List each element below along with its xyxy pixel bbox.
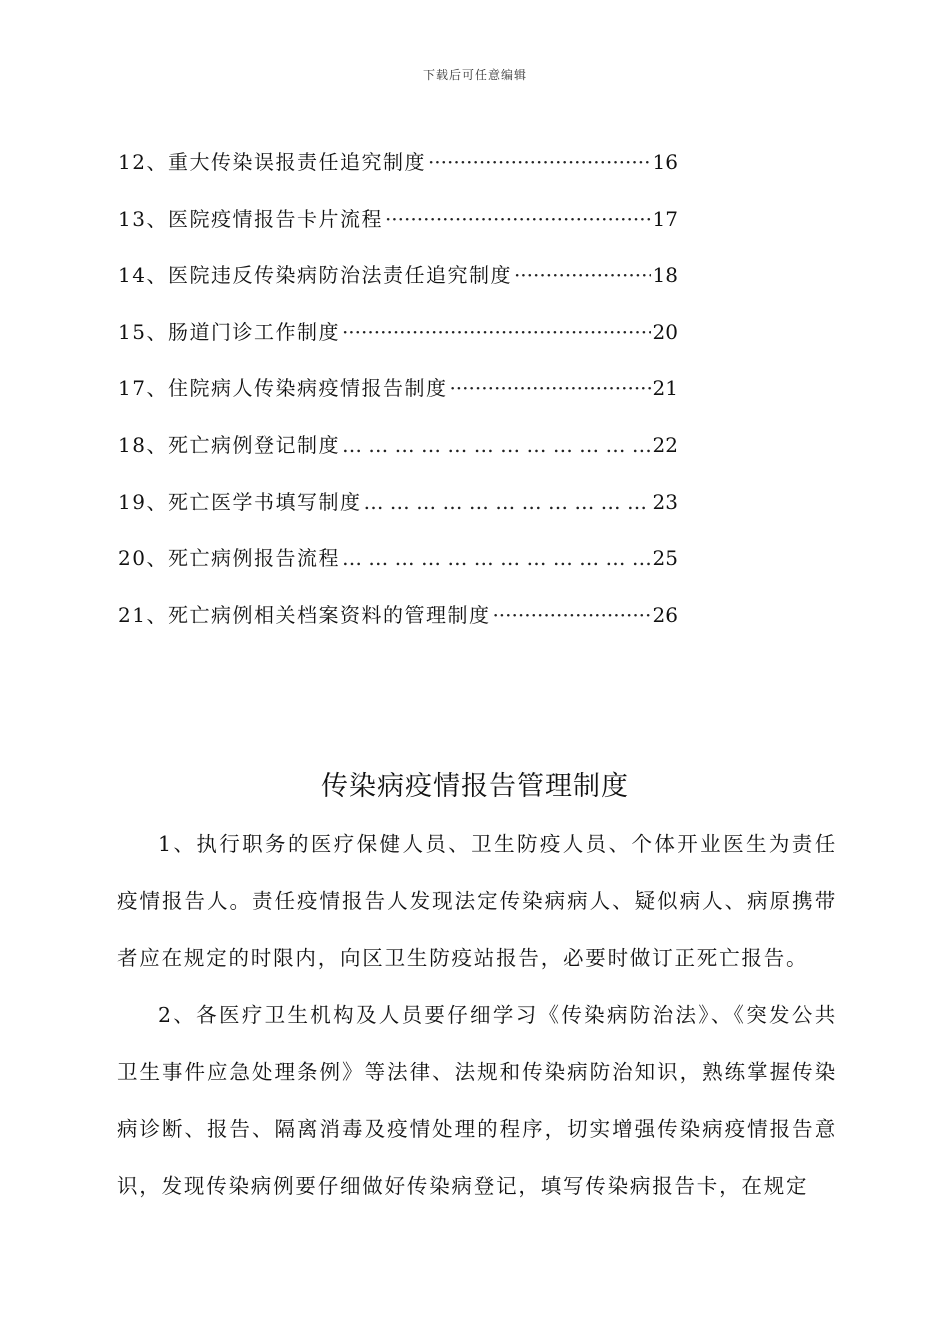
toc-leader [342, 433, 651, 457]
toc-leader [342, 320, 651, 344]
toc-entry [118, 542, 678, 599]
toc-leader [385, 207, 651, 231]
toc-leader [342, 546, 651, 570]
toc-entry-title: 12、重大传染误报责任追究制度 [118, 150, 426, 174]
section-body [117, 816, 837, 1215]
toc-entry-title: 17、住院病人传染病疫情报告制度 [118, 376, 448, 401]
table-of-contents [118, 146, 678, 655]
toc-entry-title: 21、死亡病例相关档案资料的管理制度 [118, 602, 491, 627]
toc-entry [118, 599, 678, 656]
toc-entry [118, 429, 678, 486]
toc-entry-page: 23 [652, 489, 678, 514]
toc-entry-title: 19、死亡医学书填写制度 [118, 489, 362, 514]
toc-entry-page: 20 [652, 319, 678, 344]
toc-entry [118, 259, 678, 316]
toc-leader [492, 603, 650, 627]
toc-leader [363, 490, 650, 514]
toc-entry-page: 25 [652, 546, 678, 571]
toc-entry [118, 316, 678, 373]
toc-leader [449, 376, 650, 400]
toc-entry-title: 18、死亡病例登记制度 [118, 432, 340, 457]
toc-leader [514, 263, 651, 287]
toc-entry-page: 22 [652, 432, 678, 457]
toc-entry-page: 18 [652, 263, 678, 288]
body-paragraph: 2、各医疗卫生机构及人员要仔细学习《传染病防治法》、《突发公共卫生事件应急处理条例》等法律、法规和传染病防治知识，熟练掌握传染病诊断、报告、隔离消毒及疫情处理的程序，切实增强传染病疫情报告意识，发现传染病例要仔细做好传染病登记，填写传染病报告卡，在规定 [117, 1003, 837, 1198]
toc-entry-page: 21 [652, 376, 678, 401]
toc-entry [118, 372, 678, 429]
body-paragraph: 1、执行职务的医疗保健人员、卫生防疫人员、个体开业医生为责任疫情报告人。责任疫情报告人发现法定传染病病人、疑似病人、病原携带者应在规定的时限内，向区卫生防疫站报告，必要时做订正死亡报告。 [117, 832, 837, 970]
toc-leader [428, 150, 651, 174]
page-header: 下载后可任意编辑 [422, 68, 527, 82]
toc-entry-title: 20、死亡病例报告流程 [118, 546, 340, 571]
toc-entry [118, 203, 678, 260]
toc-entry-page: 17 [652, 206, 678, 231]
toc-entry-page: 16 [652, 150, 678, 174]
toc-entry [118, 486, 678, 543]
toc-entry-title: 15、肠道门诊工作制度 [118, 319, 340, 344]
toc-entry-title: 13、医院疫情报告卡片流程 [118, 206, 383, 231]
toc-entry [118, 146, 678, 203]
toc-entry-page: 26 [652, 602, 678, 627]
section-title: 传染病疫情报告管理制度 [321, 771, 629, 802]
toc-entry-title: 14、医院违反传染病防治法责任追究制度 [118, 263, 512, 288]
